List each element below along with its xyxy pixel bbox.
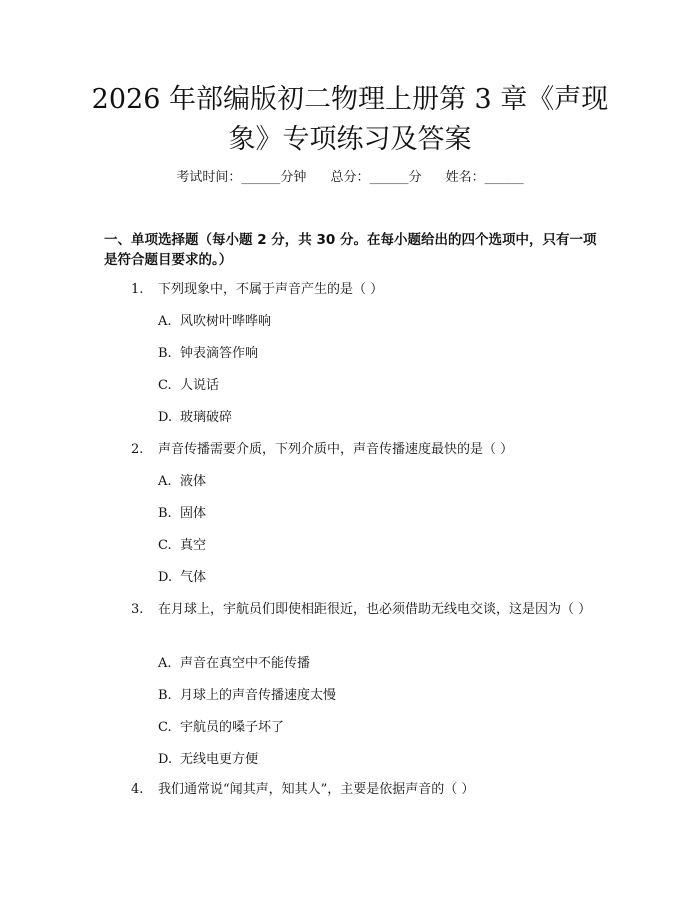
student-name-field: 姓名：______ bbox=[445, 170, 524, 185]
option-text: 人说话 bbox=[180, 378, 220, 393]
document-title bbox=[80, 80, 620, 160]
question-number: 4. bbox=[131, 782, 144, 797]
option-text: 液体 bbox=[180, 474, 207, 489]
option-letter: C. bbox=[158, 538, 172, 553]
option-text: 气体 bbox=[180, 570, 207, 585]
option-text: 声音在真空中不能传播 bbox=[180, 656, 311, 671]
question-3-option-b bbox=[158, 686, 336, 706]
option-letter: A. bbox=[158, 474, 172, 489]
option-letter: D. bbox=[158, 570, 173, 585]
option-letter: B. bbox=[158, 506, 172, 521]
question-2-option-a bbox=[158, 472, 206, 492]
exam-time-field: 考试时间：______分钟 bbox=[176, 170, 307, 185]
question-4 bbox=[104, 780, 602, 800]
option-letter: D. bbox=[158, 752, 173, 767]
option-text: 真空 bbox=[180, 538, 207, 553]
option-letter: B. bbox=[158, 688, 172, 703]
title-line-1: 2026 年部编版初二物理上册第 3 章《声现 bbox=[91, 84, 609, 115]
question-3 bbox=[104, 600, 602, 620]
question-1-option-d bbox=[158, 408, 232, 428]
question-text: 我们通常说“闻其声，知其人”，主要是依据声音的（ ） bbox=[158, 782, 475, 797]
option-letter: A. bbox=[158, 656, 172, 671]
option-letter: C. bbox=[158, 720, 172, 735]
option-letter: A. bbox=[158, 314, 172, 329]
option-letter: B. bbox=[158, 346, 172, 361]
exam-info bbox=[0, 168, 700, 188]
question-text: 下列现象中，不属于声音产生的是（ ） bbox=[158, 282, 384, 297]
option-text: 固体 bbox=[180, 506, 207, 521]
question-1-option-a bbox=[158, 312, 271, 332]
option-text: 钟表滴答作响 bbox=[180, 346, 259, 361]
question-3-option-d bbox=[158, 750, 258, 770]
question-number: 1. bbox=[131, 282, 144, 297]
question-3-option-c bbox=[158, 718, 284, 738]
option-letter: C. bbox=[158, 378, 172, 393]
title-line-2: 象》专项练习及答案 bbox=[228, 124, 472, 155]
option-text: 玻璃破碎 bbox=[180, 410, 233, 425]
option-text: 宇航员的嗓子坏了 bbox=[180, 720, 285, 735]
question-1-option-c bbox=[158, 376, 219, 396]
question-2 bbox=[104, 440, 602, 460]
option-text: 风吹树叶哗哗响 bbox=[180, 314, 272, 329]
question-3-option-a bbox=[158, 654, 310, 674]
option-text: 月球上的声音传播速度太慢 bbox=[180, 688, 337, 703]
question-2-option-b bbox=[158, 504, 206, 524]
option-letter: D. bbox=[158, 410, 173, 425]
total-score-field: 总分：______分 bbox=[330, 170, 422, 185]
question-number: 2. bbox=[131, 442, 144, 457]
option-text: 无线电更方便 bbox=[180, 752, 259, 767]
question-1 bbox=[104, 280, 602, 300]
question-text: 声音传播需要介质，下列介质中，声音传播速度最快的是（ ） bbox=[158, 442, 514, 457]
question-text: 在月球上，宇航员们即使相距很近，也必须借助无线电交谈，这是因为（ ） bbox=[158, 602, 592, 617]
question-2-option-c bbox=[158, 536, 206, 556]
section-heading-single-choice: 一、单项选择题（每小题 2 分，共 30 分。在每小题给出的四个选项中，只有一项是符合题目要求的。） bbox=[104, 232, 597, 268]
question-1-option-b bbox=[158, 344, 258, 364]
question-number: 3. bbox=[131, 602, 144, 617]
question-2-option-d bbox=[158, 568, 206, 588]
